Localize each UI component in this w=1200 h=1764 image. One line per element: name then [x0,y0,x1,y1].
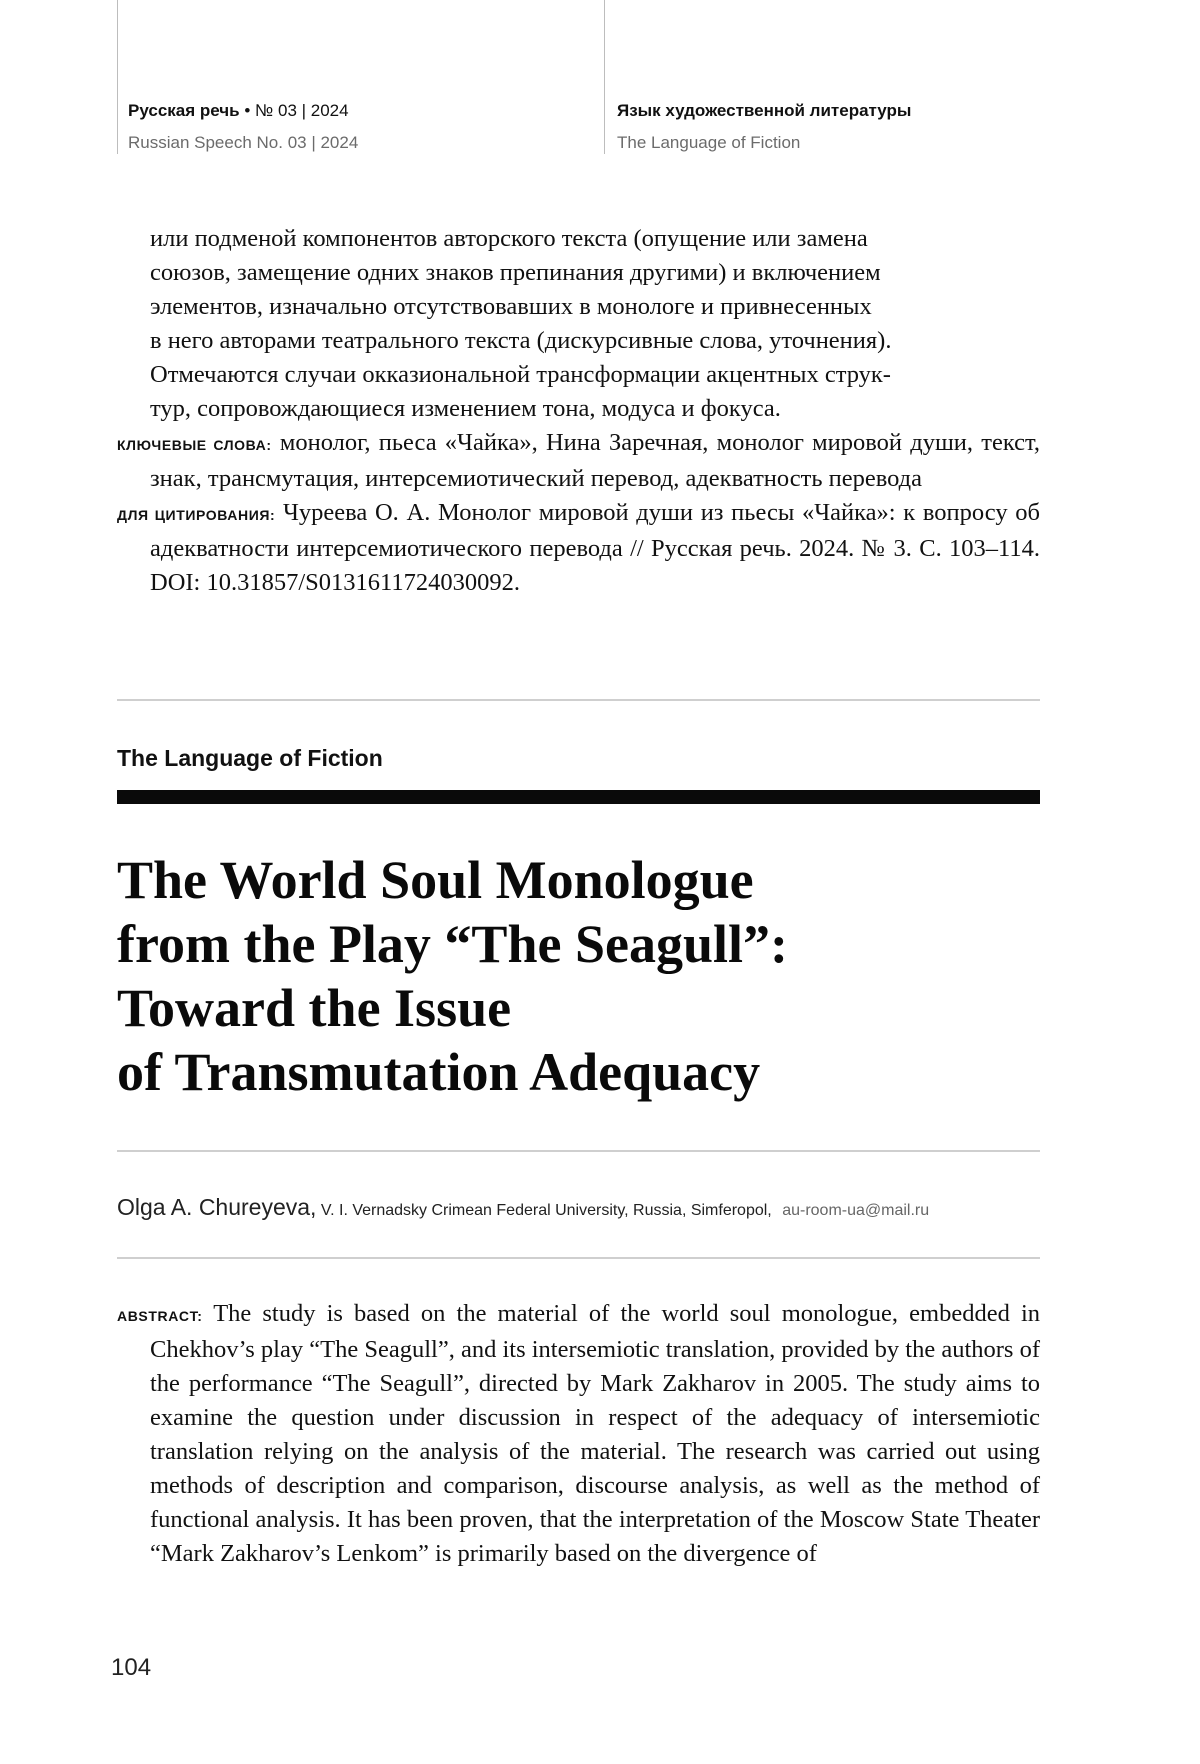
citation-text: Чуреева О. А. Монолог мировой души из пьесы «Чайка»: к вопросу об адекватности интерсемиотического перевода // Русская речь. 2024. № 3. С. 103–114. DOI: 10.31857/S0131611724030092. [150,499,1040,596]
journal-line-en: Russian Speech No. 03 | 2024 [128,133,359,152]
section-label: The Language of Fiction [117,745,383,771]
ru-abstract-tail: или подменой компонентов авторского текста (опущение или замена союзов, замещение одних знаков препинания другими) и включением элементов, изначально отсутствовавших в монологе и привнесенных в него авторами театрального текста (дискурсивные слова, уточнения). Отмечаются случаи окказиональной трансформации акцентных струк- тур, сопровождающиеся изменением тона, модуса и фокуса. [150,225,892,422]
citation [117,496,1040,600]
abstract-text: The study is based on the material of the world soul monologue, embedded in Chekhov’s play “The Seagull”, and its intersemiotic translation, provided by the authors of the performance “The Seagull”, directed by Mark Zakharov in 2005. The study aims to examine the question under discussion in respect of the adequacy of intersemiotic translation relying on the analysis of the material. The research was carried out using methods of description and comparison, discourse analysis, as well as the method of functional analysis. It has been proven, that the interpretation of the Moscow State Theater “Mark Zakharov’s Lenkom” is primarily based on the divergence of [150,1300,1041,1567]
divider-top [117,699,1040,701]
divider-author-top [117,1150,1040,1152]
header-right [617,100,911,154]
author-line [117,1194,929,1221]
journal-line-ru: Русская речь • № 03 | 2024 [128,101,349,120]
section-line-en: The Language of Fiction [617,133,801,152]
article-title: The World Soul Monologue from the Play “The Seagull”: Toward the Issue of Transmutation Adequacy [117,850,788,1102]
en-abstract [117,1297,1040,1571]
citation-label: ДЛЯ ЦИТИРОВАНИЯ: [117,507,276,523]
divider-author-bottom [117,1257,1040,1259]
keywords-label: КЛЮЧЕВЫЕ СЛОВА: [117,437,272,453]
author-name: Olga A. Chureyeva, [117,1194,317,1220]
keywords [117,426,1040,496]
section-line-ru: Язык художественной литературы [617,101,912,120]
author-affiliation: V. I. Vernadsky Crimean Federal University, Russia, Simferopol, [320,1202,772,1219]
keywords-text: монолог, пьеса «Чайка», Нина Заречная, монолог мировой души, текст, знак, трансмутация, интерсемиотический перевод, адекватность перевода [150,429,1041,492]
page-number: 104 [111,1654,152,1681]
section-bar [117,790,1040,804]
header-left [128,100,358,154]
ru-front-matter [117,222,1040,600]
header-left-divider [117,0,118,154]
abstract-label: ABSTRACT: [117,1308,203,1324]
author-email: au-room-ua@mail.ru [782,1202,930,1219]
header-right-divider [604,0,605,154]
